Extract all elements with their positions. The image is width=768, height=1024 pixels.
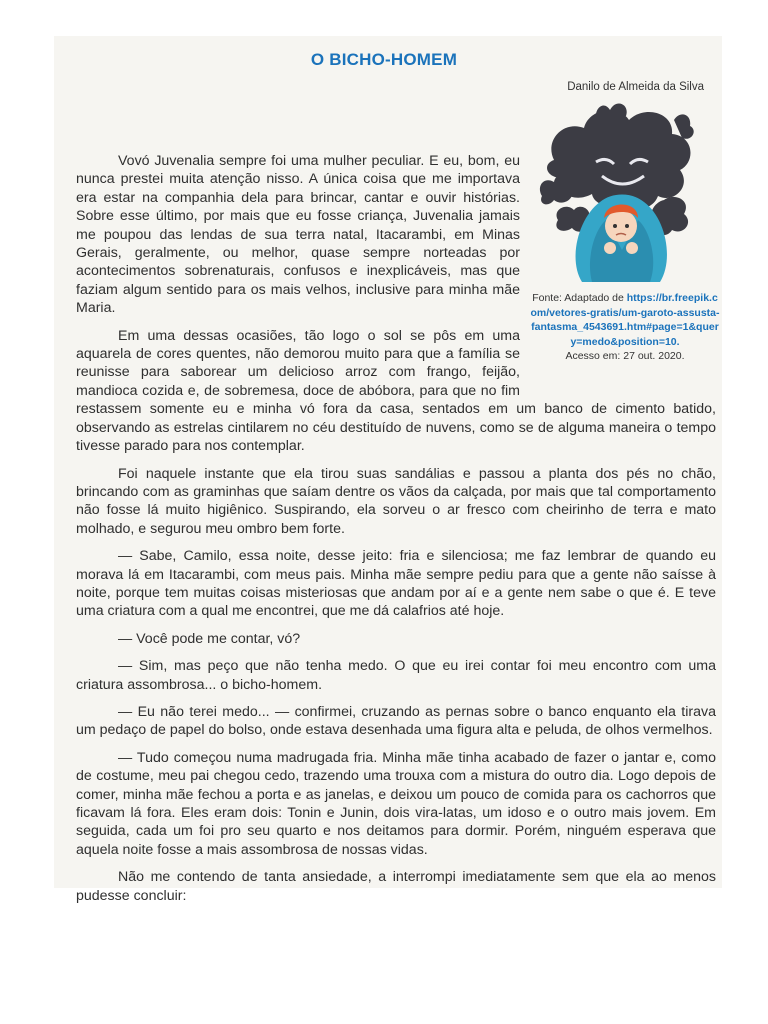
paragraph: Vovó Juvenalia sempre foi uma mulher peculiar. E eu, bom, eu nunca prestei muita atenção nisso. A única coisa que me importava era estar na companhia dela para brincar, cantar e ouvir histórias. Sobre esse último, por mais que eu fosse criança, Juvenalia jamais me poupou das lendas de sua terra natal, Itacarambi, em Minas Gerais, geralmente, ou melhor, quase sempre norteadas por acontecimentos sobrenaturais, confusos e inexplicáveis, mas que faziam algum sentido para os mais velhos, inclusive para minha mãe Maria.: [76, 153, 520, 317]
paragraph: — Sabe, Camilo, essa noite, desse jeito: fria e silenciosa; me faz lembrar de quando eu morava lá em Itacarambi, com meus pais. Minha mãe sempre pediu para que a gente não saísse à noite, porque tem muitas coisas misteriosas que andam por aí e a gente nem sabe o que é. E teve uma criatura com a qual me encontrei, que me dá calafrios até hoje.: [76, 548, 716, 620]
story-body: [76, 152, 716, 914]
caption-prefix: Fonte: Adaptado de: [532, 292, 627, 304]
document-title: O BICHO-HOMEM: [310, 50, 458, 69]
source-link[interactable]: https://br.freepik.com/vetores-gratis/um-garoto-assusta-fantasma_4543691.htm#page=1&query=medo&position=10.: [530, 292, 720, 348]
paragraph: — Você pode me contar, vó?: [118, 630, 301, 647]
paragraph: Em uma dessas ocasiões, tão logo o sol se pôs em uma aquarela de cores quentes, não demorou muito para que a família se reunisse para saborear um delicioso arroz com frango, feijão, mandioca cozida e, de sobremesa, doce de abóbora, para que no fim restassem somente eu e minha vó fora da casa, sentados em um banco de cimento batido, observando as estrelas cintilarem no céu destituído de nuvens, como se de alguma maneira o tempo tivesse parado para nos contemplar.: [76, 327, 716, 455]
caption-access-date: Acesso em: 27 out. 2020.: [565, 350, 685, 362]
paragraph: Não me contendo de tanta ansiedade, a interrompi imediatamente sem que ela ao menos pudesse concluir:: [76, 869, 716, 904]
author-name: Danilo de Almeida da Silva: [567, 81, 704, 93]
image-spacer: [520, 152, 716, 394]
paragraph: — Eu não terei medo... — confirmei, cruzando as pernas sobre o banco enquanto ela tirava um pedaço de papel do bolso, onde estava desenhada uma figura alta e peluda, de olhos vermelhos.: [76, 703, 716, 739]
paragraph: — Tudo começou numa madrugada fria. Minha mãe tinha acabado de fazer o jantar e, como de costume, meu pai chegou cedo, trazendo uma trouxa com a mistura do outro dia. Logo depois de comer, minha mãe fechou a porta e as janelas, e deixou um pouco de comida para os cachorros que ficavam lá fora. Eles eram dois: Tonin e Junin, dois vira-latas, um idoso e o outro mais jovem. Em seguida, cada um foi pro seu quarto e nos deitamos para dormir. Porém, ninguém esperava que aquela noite fosse a mais assombrosa de nossas vidas.: [76, 749, 716, 858]
paragraph: — Sim, mas peço que não tenha medo. O que eu irei contar foi meu encontro com uma criatura assombrosa... o bicho-homem.: [76, 658, 716, 693]
paragraph: Foi naquele instante que ela tirou suas sandálias e passou a planta dos pés no chão, brincando com as graminhas que saíam dentre os vãos da calçada, por mais que tal comportamento não fosse lá muito higiênico. Suspirando, ela sorveu o ar fresco com cheirinho de terra e mato molhado, e segurou meu ombro bem forte.: [76, 465, 716, 537]
